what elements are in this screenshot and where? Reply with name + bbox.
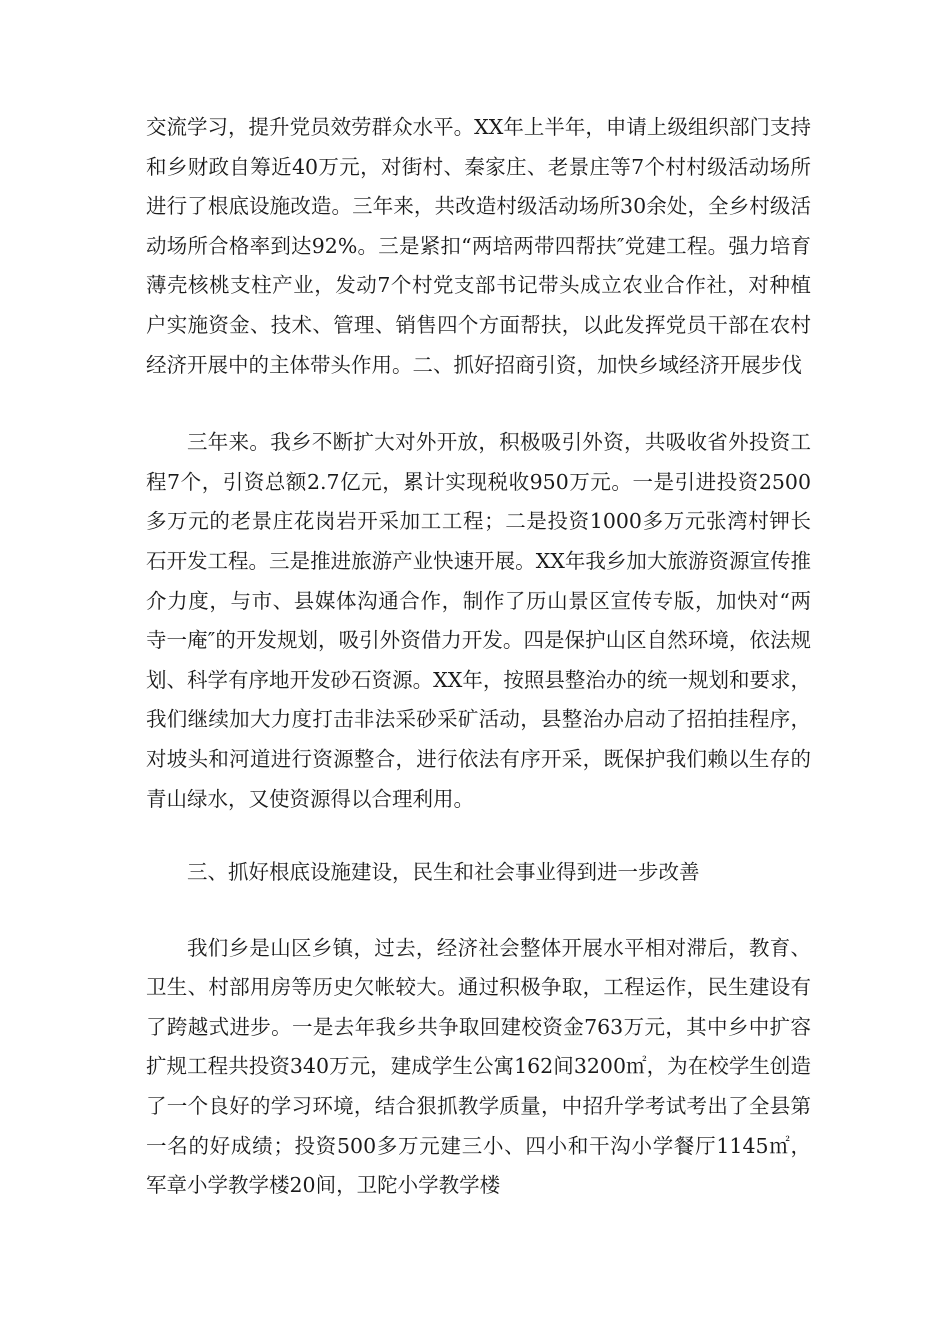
document-body	[146, 108, 811, 1241]
section-heading-infrastructure: 三、抓好根底设施建设，民生和社会事业得到进一步改善	[187, 860, 700, 885]
paragraph-infrastructure: 我们乡是山区乡镇，过去，经济社会整体开展水平相对滞后，教育、卫生、村部用房等历史欠帐较大。通过积极争取，工程运作，民生建设有了跨越式进步。一是去年我乡共争取回建校资金763万元，其中乡中扩容扩规工程共投资340万元，建成学生公寓162间3200㎡，为在校学生创造了一个良好的学习环境，结合狠抓教学质量，中招升学考试考出了全县第一名的好成绩；投资500多万元建三小、四小和干沟小学餐厅1145㎡，军章小学教学楼20间，卫陀小学教学楼	[146, 935, 811, 1198]
paragraph-investment: 三年来。我乡不断扩大对外开放，积极吸引外资，共吸收省外投资工程7个，引资总额2.7亿元，累计实现税收950万元。一是引进投资2500多万元的老景庄花岗岩开采加工工程；二是投资1000多万元张湾村钾长石开发工程。三是推进旅游产业快速开展。XX年我乡加大旅游资源宣传推介力度，与市、县媒体沟通合作，制作了历山景区宣传专版，加快对“两寺一庵″的开发规划，吸引外资借力开发。四是保护山区自然环境，依法规划、科学有序地开发砂石资源。XX年，按照县整治办的统一规划和要求，我们继续加大力度打击非法采砂采矿活动，县整治办启动了招拍挂程序，对坡头和河道进行资源整合，进行依法有序开采，既保护我们赖以生存的青山绿水，又使资源得以合理利用。	[146, 430, 811, 811]
paragraph-party-building: 交流学习，提升党员效劳群众水平。XX年上半年，申请上级组织部门支持和乡财政自筹近40万元，对街村、秦家庄、老景庄等7个村村级活动场所进行了根底设施改造。三年来，共改造村级活动场所30余处，全乡村级活动场所合格率到达92%。三是紧扣“两培两带四帮扶″党建工程。强力培育薄壳核桃支柱产业，发动7个村党支部书记带头成立农业合作社，对种植户实施资金、技术、管理、销售四个方面帮扶，以此发挥党员干部在农村经济开展中的主体带头作用。二、抓好招商引资，加快乡域经济开展步伐	[146, 115, 811, 377]
